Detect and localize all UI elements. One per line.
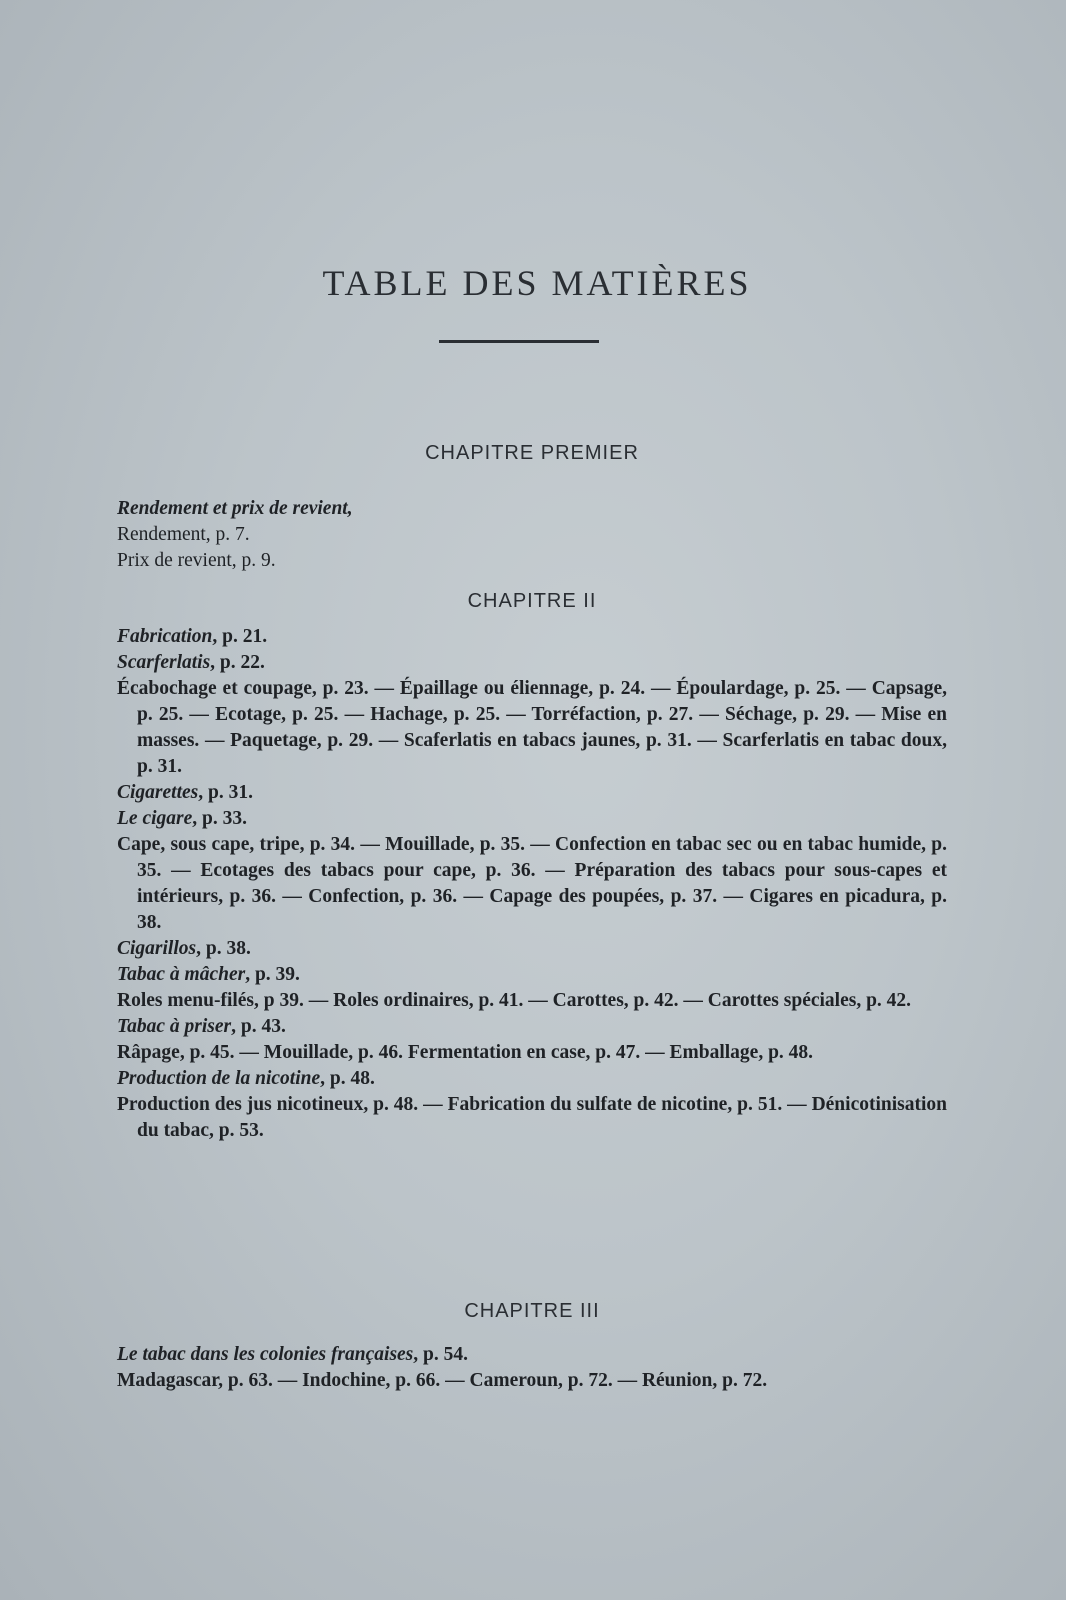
section-title: Tabac à priser — [117, 1016, 232, 1037]
chapter-3-entries — [117, 1342, 947, 1394]
title-rule — [439, 340, 599, 343]
section-page: , p. 31. — [198, 782, 253, 803]
section-entry: Prix de revient, p. 9. — [117, 550, 276, 571]
section-heading — [117, 1014, 947, 1040]
section-page: , p. 43. — [231, 1016, 286, 1037]
section-page: , p. 39. — [245, 964, 300, 985]
section-heading — [117, 780, 947, 806]
section-entry: Rendement, p. 7. — [117, 524, 250, 545]
section-title: Cigarillos — [117, 938, 197, 959]
chapter-heading-2: CHAPITRE II — [467, 590, 597, 612]
subsection-entry: Madagascar, p. 63. — Indochine, p. 66. — Cameroun, p. 72. — Réunion, p. 72. — [117, 1370, 768, 1391]
section-heading — [117, 1342, 947, 1368]
chapter-heading-3: CHAPITRE III — [464, 1300, 600, 1322]
subsection-entry: Production des jus nicotineux, p. 48. — Fabrication du sulfate de nicotine, p. 51. — Dénicotinisation du tabac, p. 53. — [117, 1094, 947, 1141]
subsection-entry: Écabochage et coupage, p. 23. — Épaillage ou éliennage, p. 24. — Époulardage, p. 25. — Capsage, p. 25. — Ecotage, p. 25. — Hachage, p. 25. — Torréfaction, p. 27. — Séchage, p. 29. — Mise en masses. — Paquetage, p. 29. — Scaferlatis en tabacs jaunes, p. 31. — Scarferlatis en tabac doux, p. 31. — [117, 678, 947, 777]
section-heading: Rendement et prix de revient, — [117, 498, 353, 519]
section-page: , p. 54. — [413, 1344, 469, 1365]
section-page: , p. 33. — [192, 808, 247, 829]
section-heading — [117, 624, 947, 650]
section-page: , p. 21. — [212, 626, 268, 647]
section-heading — [117, 1066, 947, 1092]
section-heading — [117, 962, 947, 988]
subsection-entry: Roles menu-filés, p 39. — Roles ordinaires, p. 41. — Carottes, p. 42. — Carottes spéciales, p. 42. — [117, 990, 912, 1011]
section-title: Cigarettes — [117, 782, 199, 803]
section-page: , p. 38. — [196, 938, 251, 959]
chapter-1-entries — [117, 496, 947, 574]
chapter-2-entries — [117, 624, 947, 1144]
section-heading — [117, 650, 947, 676]
chapter-heading-1: CHAPITRE PREMIER — [425, 442, 639, 464]
section-title: Le tabac dans les colonies françaises — [117, 1344, 414, 1365]
section-page: , p. 22. — [210, 652, 265, 673]
subsection-entry: Cape, sous cape, tripe, p. 34. — Mouillade, p. 35. — Confection en tabac sec ou en tabac humide, p. 35. — Ecotages des tabacs pour cape, p. 36. — Préparation des tabacs pour sous-capes et intérieurs, p. 36. — Confection, p. 36. — Capage des poupées, p. 37. — Cigares en picadura, p. 38. — [117, 834, 947, 933]
section-heading — [117, 806, 947, 832]
section-title: Production de la nicotine — [117, 1068, 321, 1089]
section-page: , p. 48. — [320, 1068, 375, 1089]
section-heading — [117, 936, 947, 962]
section-title: Scarferlatis — [117, 652, 211, 673]
section-title: Fabrication — [117, 626, 213, 647]
section-title: Le cigare — [117, 808, 193, 829]
section-title: Tabac à mâcher — [117, 964, 246, 985]
page-title: TABLE DES MATIÈRES — [322, 263, 752, 303]
subsection-entry: Râpage, p. 45. — Mouillade, p. 46. Fermentation en case, p. 47. — Emballage, p. 48. — [117, 1042, 814, 1063]
